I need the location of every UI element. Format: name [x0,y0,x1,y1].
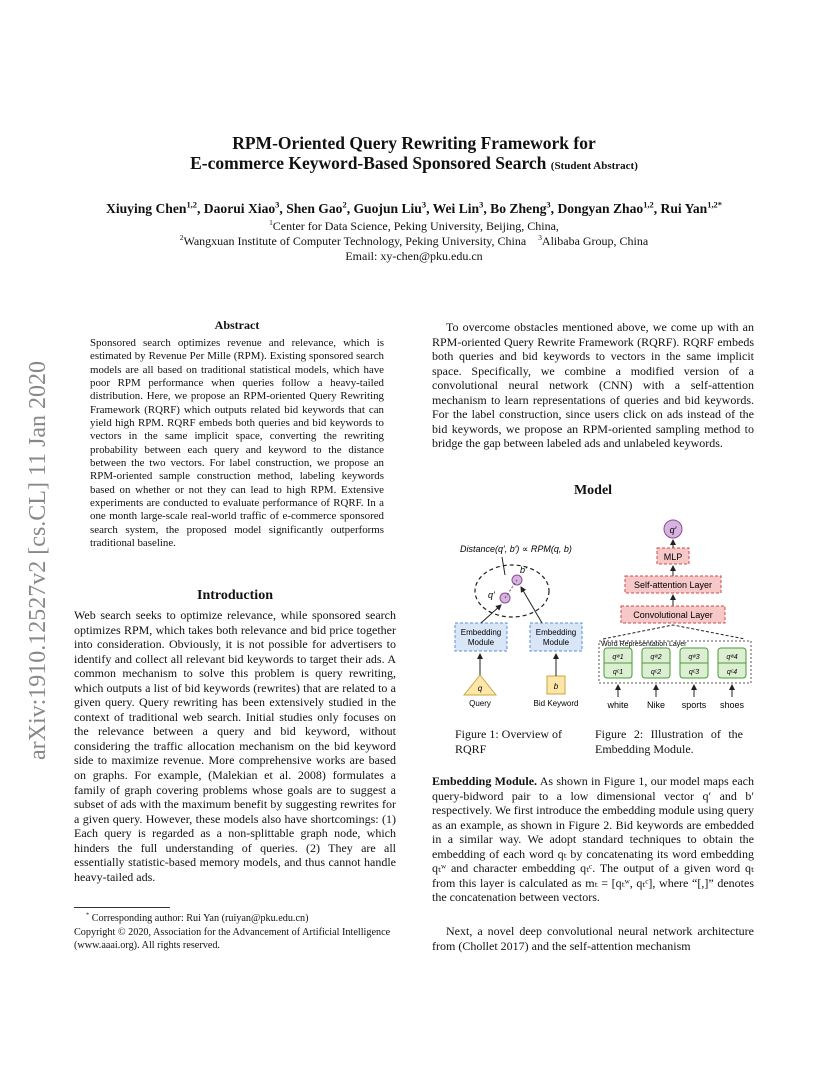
author-name: Rui Yan$^{1,2*}$ [660,199,722,216]
embedding-module-paragraph [432,774,754,905]
embedding-module-heading: Embedding Module. [432,774,538,788]
figure-2-embedding-module [595,517,755,713]
figure-1-caption: Figure 1: Overview of RQRF [455,727,562,756]
query-symbol: q [477,684,483,693]
paper-title-main: E-commerce Keyword-Based Sponsored Search [190,153,547,173]
footnote-corresponding: * Corresponding author: Rui Yan (ruiyan@pku.edu.cn) [86,911,309,924]
word-input-label: sports [681,700,707,710]
arxiv-identifier: arXiv:1910.12527v2 [cs.CL] 11 Jan 2020 [25,360,51,760]
output-vector-label: q′ [669,525,677,535]
cell-symbol: qʷ4 [726,654,738,661]
affiliation-2: $^2$Wangxuan Institute of Computer Technology, Peking University, China $^3$Alibaba Group, China [179,233,649,248]
bid-symbol: b [553,682,559,691]
cell-symbol: qʷ3 [688,654,700,661]
cell-symbol: qᶜ4 [726,669,738,676]
introduction-heading: Introduction [197,588,273,603]
q-prime-label: q′ [488,590,495,600]
b-prime-label: b′ [520,565,527,575]
paper-title-line2 [0,153,828,177]
bid-caption-label: Bid Keyword [533,699,579,708]
footnote-copyright: Copyright © 2020, Association for the Advancement of Artificial Intelligence (www.aaai.org). All rights reserved. [74,927,391,951]
author-name: Xiuying Chen$^{1,2}$ [106,199,197,216]
convolutional-label: Convolutional Layer [633,610,713,620]
word-representation-label: Word Representation Layer [601,641,687,648]
word-input-labels [606,685,744,710]
paper-title-line1: RPM-Oriented Query Rewriting Framework for [232,133,596,153]
author-name: Guojun Liu$^3$ [353,199,427,216]
author-name: Daorui Xiao$^3$ [203,199,280,216]
figure-2-caption: Figure 2: Illustration of the Embedding Module. [595,727,743,756]
cell-symbol: qᶜ2 [650,669,662,676]
query-caption-label: Query [469,699,491,708]
bid-arrow [521,587,542,623]
embedding-module-text: As shown in Figure 1, our model maps each query-bidword pair to a low dimensional vector q′ and b′ respectively. We first introduce the embedding module using query as an example, as shown in Figure 2. Bid keywords are embedded in a similar way. We adopt standard techniques to obtain the embedding of each word qₜ by concatenating its word embedding qₜʷ and character embedding qₜᶜ. The output of a given word qₜ from this layer is calculated as mₜ = [qₜʷ, qₜᶜ], where “[,]” denotes the concatenation between vectors. [432,774,754,905]
word-embedding-cells [604,648,746,678]
figure-1-overview [452,535,597,713]
author-name: Shen Gao$^2$ [286,199,347,216]
cell-symbol: qᶜ1 [612,669,624,676]
abstract-text: Sponsored search optimizes revenue and relevance, which is estimated by Revenue Per Mille (RPM). Existing sponsored search models are all based on traditional statistical models, which have poor RPM performance when queries follow a heavy-tailed distribution. Here, we propose an RPM-oriented Query Rewriting Framework (RQRF) which outputs related bid keywords that can yield high RPM. RQRF embeds both queries and bid keywords to vectors in the same implicit space, converting the rewriting probability between each query and keyword to the distance between the two vectors. For label construction, we propose an RPM-oriented sample construction method, labeling keywords based on whether or not they can lead to high RPM. Extensive experiments are conducted to evaluate performance of RQRF. In a one month large-scale real-world traffic of e-commerce sponsored search system, the proposed model significantly outperforms traditional baseline. [90,337,384,550]
footnote-rule [74,907,170,908]
word-input-label: Nike [646,700,666,710]
model-heading: Model [573,483,613,498]
author-email: Email: xy-chen@pku.edu.cn [345,249,483,263]
author-name: Bo Zheng$^3$ [490,199,551,216]
self-attention-label: Self-attention Layer [633,580,713,590]
right-intro-paragraph: To overcome obstacles mentioned above, we come up with an RPM-oriented Query Rewrite Framework (RQRF). RQRF embeds both queries and bid keywords to vectors in the same implicit space. Specifically, we combine a modified version of a convolutional neural network (CNN) with a self-attention mechanism to learn representations of queries and bid keywords. For the label construction, since users click on ads instead of the bid keywords, we propose an RPM-oriented sampling method to bridge the gap between labeled ads and unlabeled keywords. [432,320,754,451]
figure-1-formula: Distance(q′, b′) ∝ RPM(q, b) [460,544,572,554]
author-name: Dongyan Zhao$^{1,2}$ [557,199,654,216]
abstract-heading: Abstract [214,318,260,332]
embedding-module-paragraph-2: Next, a novel deep convolutional neural network architecture from (Chollet 2017) and the self-attention mechanism [432,924,754,953]
query-embedding-label: Embedding [460,628,502,637]
word-layer-connector [603,625,745,639]
word-input-label: shoes [719,700,745,710]
word-input-label: white [607,700,629,710]
cell-symbol: qᶜ3 [688,669,700,676]
mlp-label: MLP [663,552,683,562]
author-name: Wei Lin$^3$ [432,199,484,216]
paper-title-tag: (Student Abstract) [550,160,638,172]
embedding-space-ellipse [475,565,549,617]
cell-symbol: qʷ1 [612,654,624,661]
bid-module-label: Module [542,638,570,647]
query-module-label: Module [467,638,495,647]
author-list: Xiuying Chen$^{1,2}$, Daorui Xiao$^3$, Shen Gao$^2$, Guojun Liu$^3$, Wei Lin$^3$, Bo Zheng$^3$, Dongyan Zhao$^{1,2}$, Rui Yan$^{1,2*}$ [106,199,722,216]
cell-symbol: qʷ2 [650,654,662,661]
bid-embedding-label: Embedding [535,628,577,637]
affiliation-1: $^1$Center for Data Science, Peking University, Beijing, China, [269,218,559,233]
introduction-text: Web search seeks to optimize relevance, while sponsored search optimizes RPM, which takes both relevance and bid price together into consideration. Obviously, it is not possible for advertisers to identify and collect all relevant bid keywords to target their ads. A common mechanism to solve this problem is query rewriting, which outputs a list of bid keywords (rewrites) that are related to a given query. Query rewriting has been extensively studied in the context of traditional web search. Initial studies only focuses on the relevance between a query and bid keyword, without considering the traffic allocation mechanism on the bid keyword side to maximize revenue. More comprehensive works are based on graphs. For example, (Malekian et al. 2008) formulates a family of graph covering problems whose goals are to suggest a subset of ads with the maximum benefit by suggesting rewrites for a given query. However, these models also have shortcomings: (1) Each query is regarded as a non-splittable graph node, which hinders the full understanding of queries. (2) They are all essentially statistic-based memory models, and thus cannot handle heavy-tailed ads. [74,608,396,884]
